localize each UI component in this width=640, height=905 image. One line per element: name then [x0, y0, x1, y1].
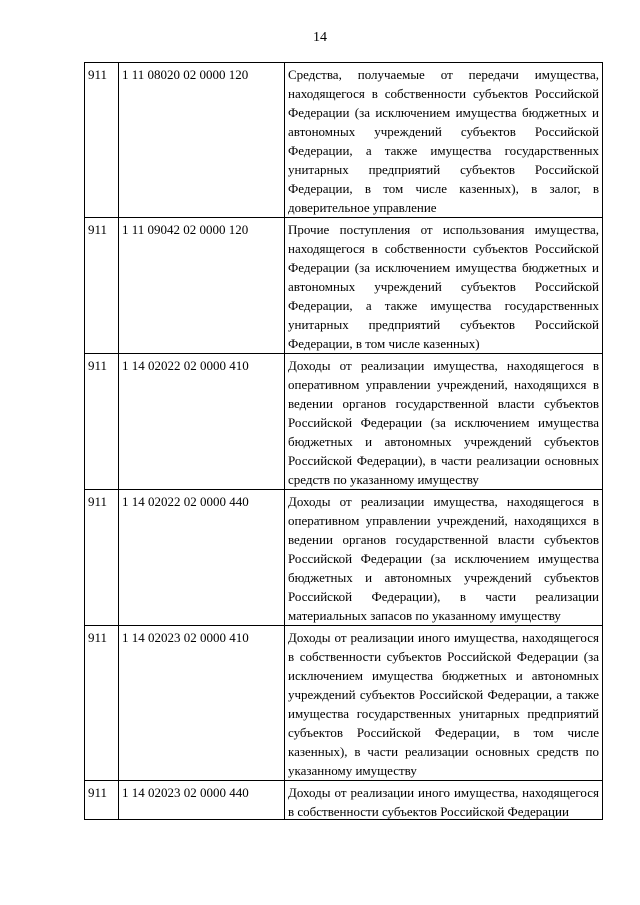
revenue-code-cell: 1 11 08020 02 0000 120: [119, 63, 285, 218]
table-row: [85, 63, 603, 218]
revenue-codes-table: [84, 62, 603, 820]
admin-code-cell: 911: [85, 781, 119, 820]
revenue-code-cell: 1 14 02022 02 0000 410: [119, 354, 285, 490]
description-text: Доходы от реализации иного имущества, находящегося в собственности субъектов Российской Федерации: [288, 785, 599, 819]
page-number: 14: [313, 30, 327, 45]
table-row: [85, 354, 603, 490]
table-row: [85, 218, 603, 354]
description-cell: Прочие поступления от использования имущества, находящегося в собственности субъектов Российской Федерации (за исключением имущества бюджетных и автономных учреждений субъектов Российской Федерации, а также имущества государственных унитарных предприятий субъектов Российской Федерации, в том числе казенных): [285, 218, 603, 354]
revenue-code-cell: 1 14 02022 02 0000 440: [119, 490, 285, 626]
description-cell: [285, 781, 603, 820]
table-row: [85, 490, 603, 626]
description-cell: Средства, получаемые от передачи имущества, находящегося в собственности субъектов Российской Федерации (за исключением имущества бюджетных и автономных учреждений субъектов Российской Федерации, а также имущества государственных унитарных предприятий субъектов Российской Федерации, в том числе казенных), в залог, в доверительное управление: [285, 63, 603, 218]
revenue-code-cell: 1 11 09042 02 0000 120: [119, 218, 285, 354]
description-cell: Доходы от реализации иного имущества, находящегося в собственности субъектов Российской Федерации (за исключением имущества бюджетных и автономных учреждений субъектов Российской Федерации, а также имущества государственных унитарных предприятий субъектов Российской Федерации, в том числе казенных), в части реализации основных средств по указанному имуществу: [285, 626, 603, 781]
admin-code-cell: 911: [85, 490, 119, 626]
admin-code-cell: 911: [85, 626, 119, 781]
revenue-code-cell: 1 14 02023 02 0000 410: [119, 626, 285, 781]
admin-code-cell: 911: [85, 63, 119, 218]
table-row: [85, 626, 603, 781]
admin-code-cell: 911: [85, 218, 119, 354]
admin-code-cell: 911: [85, 354, 119, 490]
table-row: [85, 781, 603, 820]
description-cell: Доходы от реализации имущества, находящегося в оперативном управлении учреждений, находящихся в ведении органов государственной власти субъектов Российской Федерации (за исключением имущества бюджетных и автономных учреждений субъектов Российской Федерации), в части реализации основных средств по указанному имуществу: [285, 354, 603, 490]
revenue-code-cell: 1 14 02023 02 0000 440: [119, 781, 285, 820]
description-cell: Доходы от реализации имущества, находящегося в оперативном управлении учреждений, находящихся в ведении органов государственной власти субъектов Российской Федерации (за исключением имущества бюджетных и автономных учреждений субъектов Российской Федерации), в части реализации материальных запасов по указанному имуществу: [285, 490, 603, 626]
